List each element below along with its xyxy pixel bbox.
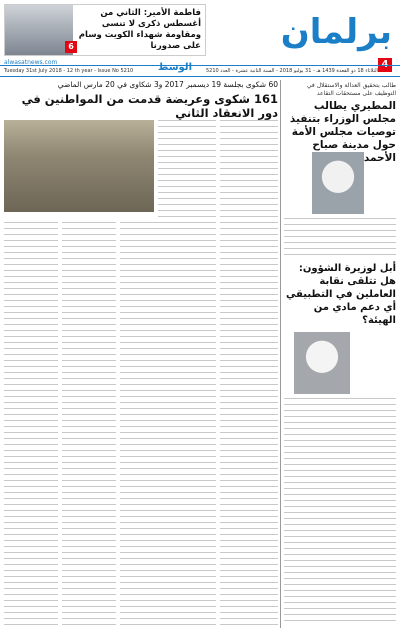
article-column-5 (220, 120, 278, 626)
promo-headline[interactable]: فاطمة الأمير: الثاني من أغسطس ذكرى لا تنسى ومقاومة شهداء الكويت وسام على صدورنا (78, 8, 201, 51)
parliament-session-photo (4, 120, 154, 212)
promo-photo (5, 5, 73, 55)
website-url[interactable]: alwasatnews.com (4, 59, 58, 66)
article-column-2 (62, 222, 116, 626)
promo-box[interactable] (4, 4, 206, 56)
issue-date-en: Tuesday 31st July 2018 - 12 th year - Issue No 5210 (4, 68, 134, 74)
sidebar-story1-headline[interactable]: المطيري يطالب مجلس الوزراء بتنفيذ توصيات مجلس الأمة حول مدينة صباح الأحمد (289, 100, 396, 164)
mp-portrait-photo-2 (294, 332, 350, 394)
main-story-subtitle: 60 شكوى بجلسة 19 ديسمبر 2017 و3 شكاوى في 20 مارس الماضي (57, 80, 278, 89)
main-story-headline[interactable]: 161 شكوى وعريضة قدمت من المواطنين في دور الانعقاد الثاني (21, 92, 278, 120)
brand-name: الوسط (158, 62, 192, 73)
sidebar-story2-text (284, 398, 396, 626)
masthead (0, 0, 400, 76)
promo-page-badge: 6 (65, 41, 77, 53)
article-column-1 (4, 222, 58, 626)
mp-portrait-photo (312, 152, 364, 214)
article-column-4 (158, 120, 216, 626)
sidebar-intro: طالب بتحقيق العدالة والاستقلال في التوظيف على مستحقات التقاعد (306, 82, 396, 97)
column-divider (280, 80, 281, 628)
sidebar-story1-text (284, 218, 396, 256)
issue-date-ar: الثلاثاء 18 ذو القعدة 1439 هـ - 31 يوليو 2018 - السنة الثانية عشرة - العدد 5210 (205, 68, 378, 74)
sidebar-story2-headline[interactable]: أبل لوزيرة الشؤون: هل تتلقى نقابة العاملين في التطبيقي أي دعم مادي من الهيئة؟ (285, 263, 396, 326)
newspaper-logo: برلمان (280, 12, 392, 52)
page-number: 4 (378, 58, 392, 72)
